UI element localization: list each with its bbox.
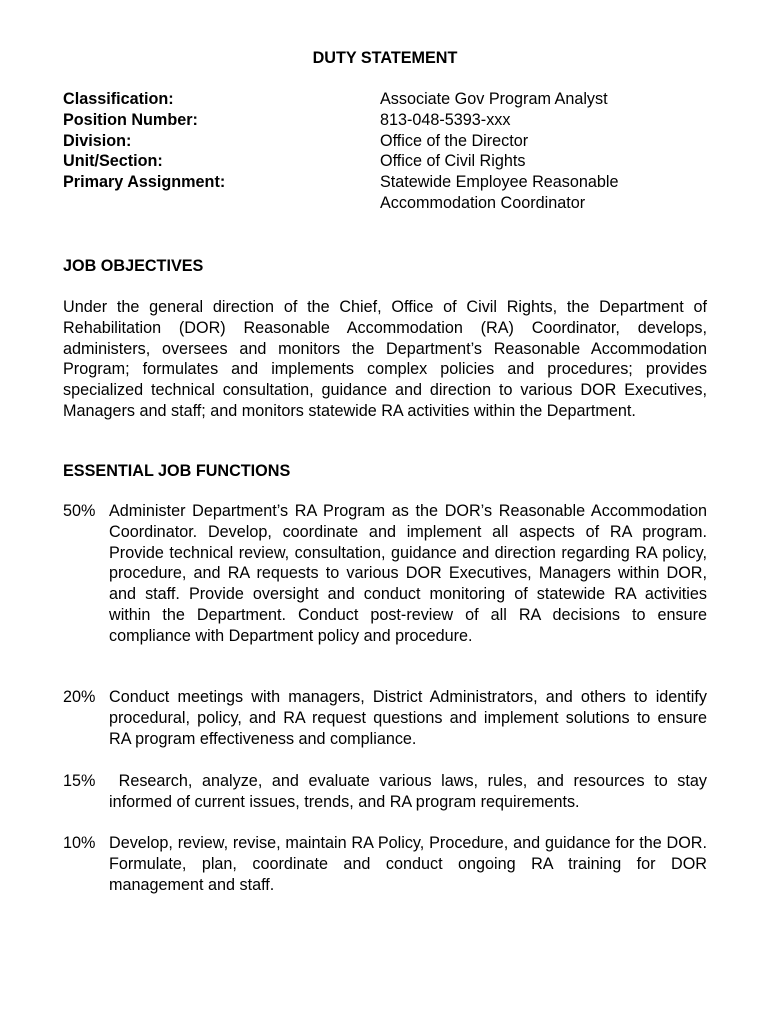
position-details xyxy=(63,89,713,214)
document-title: DUTY STATEMENT xyxy=(312,49,458,67)
job-objectives-heading: JOB OBJECTIVES xyxy=(63,257,204,275)
meta-label: Division: xyxy=(63,131,132,150)
meta-label: Unit/Section: xyxy=(63,152,163,171)
meta-label: Primary Assignment: xyxy=(63,173,226,192)
meta-label: Position Number: xyxy=(63,110,198,129)
function-item xyxy=(63,833,707,895)
meta-row-position-number xyxy=(63,110,713,131)
function-item xyxy=(63,771,712,813)
meta-row-division xyxy=(63,131,713,152)
function-percent: 20% xyxy=(63,688,96,706)
meta-value: Statewide Employee Reasonable Accommodation Coordinator xyxy=(380,173,619,212)
meta-label: Classification: xyxy=(63,90,174,108)
function-item xyxy=(63,501,707,647)
meta-value: Associate Gov Program Analyst xyxy=(380,90,608,108)
essential-functions-heading: ESSENTIAL JOB FUNCTIONS xyxy=(63,462,291,480)
function-percent: 10% xyxy=(63,834,96,852)
job-objectives-text: Under the general direction of the Chief, Office of Civil Rights, the Department of Rehabilitation (DOR) Reasonable Accommodation (RA) Coordinator, develops, administers, oversees and monitors the Department’s Reasonable Accommodation Program; formulates and implements complex policies and procedures; provides specialized technical consultation, guidance and direction to various DOR Executives, Managers and staff; and monitors statewide RA activities within the Department. xyxy=(63,298,707,420)
function-text: Conduct meetings with managers, District Administrators, and others to identify procedural, policy, and RA request questions and implement solutions to ensure RA program effectiveness and compliance. xyxy=(109,688,707,748)
meta-value: 813-048-5393-xxx xyxy=(380,110,511,129)
function-text: Research, analyze, and evaluate various laws, rules, and resources to stay informed of current issues, trends, and RA program requirements. xyxy=(109,772,712,811)
meta-value: Office of Civil Rights xyxy=(380,152,526,171)
meta-row-unit-section xyxy=(63,151,713,172)
function-percent: 50% xyxy=(63,502,96,520)
function-percent: 15% xyxy=(63,772,96,790)
meta-value: Office of the Director xyxy=(380,131,529,150)
function-text: Administer Department’s RA Program as the DOR’s Reasonable Accommodation Coordinator. Develop, coordinate and implement all aspects of RA program. Provide technical review, consultation, guidance and direction regarding RA policy, procedure, and RA requests to various DOR Executives, Managers within DOR, and staff. Provide oversight and conduct monitoring of statewide RA activities within the Department. Conduct post-review of all RA decisions to ensure compliance with Department policy and procedure. xyxy=(109,502,707,645)
meta-row-primary-assignment xyxy=(63,172,713,214)
function-text: Develop, review, revise, maintain RA Policy, Procedure, and guidance for the DOR. Formulate, plan, coordinate and conduct ongoing RA training for DOR management and staff. xyxy=(109,834,707,894)
function-item xyxy=(63,687,707,749)
meta-row-classification xyxy=(63,89,713,110)
